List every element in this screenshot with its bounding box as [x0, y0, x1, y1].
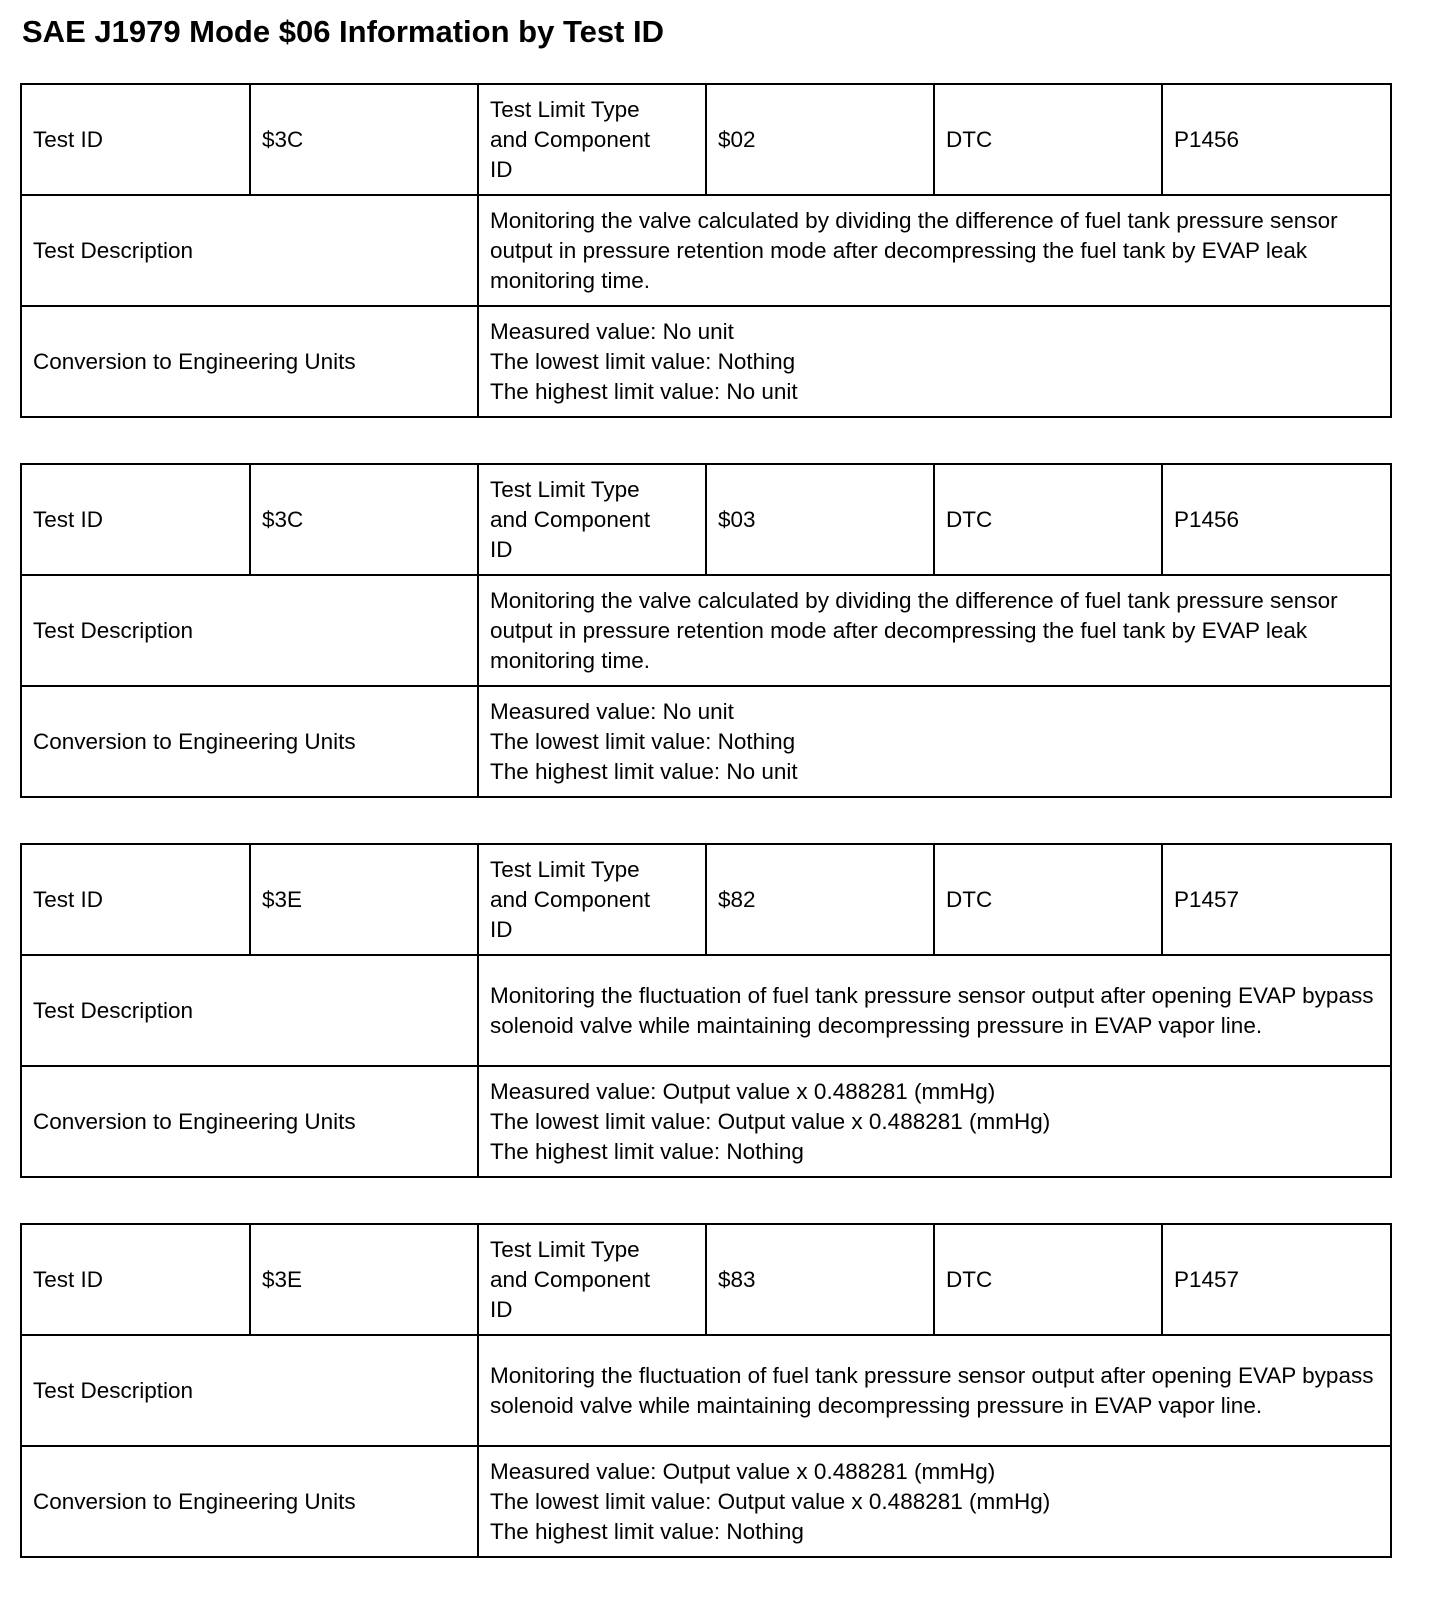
test-id-table [20, 843, 1392, 1178]
measured-value: Measured value: No unit [490, 698, 734, 724]
test-id-value: $3C [250, 84, 478, 195]
conversion-row [21, 686, 1391, 797]
test-limit-type-value: $83 [706, 1224, 934, 1335]
table-header-row [21, 844, 1391, 955]
conversion-values [478, 1066, 1391, 1177]
description-row [21, 195, 1391, 306]
test-id-table [20, 463, 1392, 798]
description-row [21, 955, 1391, 1066]
test-description-value [478, 575, 1391, 686]
test-description-value [478, 1335, 1391, 1446]
dtc-value: P1457 [1162, 1224, 1391, 1335]
lowest-limit-value: The lowest limit value: Nothing [490, 728, 796, 754]
highest-limit-value: The highest limit value: No unit [490, 758, 798, 784]
test-description-text: Monitoring the fluctuation of fuel tank pressure sensor output after opening EVAP bypass solenoid valve while maintaining decompressing pressure in EVAP vapor line. [490, 1362, 1374, 1418]
test-limit-type-label: Test Limit Type and Component ID [478, 844, 706, 955]
highest-limit-value: The highest limit value: Nothing [490, 1518, 804, 1544]
conversion-values [478, 306, 1391, 417]
test-id-label: Test ID [21, 844, 250, 955]
lowest-limit-value: The lowest limit value: Output value x 0.488281 (mmHg) [490, 1488, 1051, 1514]
dtc-value: P1456 [1162, 84, 1391, 195]
test-description-text: Monitoring the valve calculated by dividing the difference of fuel tank pressure sensor output in pressure retention mode after decompressing the fuel tank by EVAP leak monitoring time. [490, 207, 1338, 293]
conversion-label: Conversion to Engineering Units [21, 306, 478, 417]
test-limit-type-value: $82 [706, 844, 934, 955]
conversion-row [21, 1066, 1391, 1177]
test-description-value [478, 955, 1391, 1066]
test-id-value: $3E [250, 844, 478, 955]
description-row [21, 575, 1391, 686]
lowest-limit-value: The lowest limit value: Nothing [490, 348, 796, 374]
test-description-label: Test Description [21, 955, 478, 1066]
table-header-row [21, 1224, 1391, 1335]
page-title: SAE J1979 Mode $06 Information by Test ID [22, 14, 664, 49]
test-id-value: $3C [250, 464, 478, 575]
test-limit-type-label: Test Limit Type and Component ID [478, 1224, 706, 1335]
test-limit-type-value: $03 [706, 464, 934, 575]
test-description-label: Test Description [21, 195, 478, 306]
test-id-label: Test ID [21, 84, 250, 195]
table-header-row [21, 84, 1391, 195]
conversion-label: Conversion to Engineering Units [21, 1446, 478, 1557]
test-description-value [478, 195, 1391, 306]
description-row [21, 1335, 1391, 1446]
test-id-table [20, 83, 1392, 418]
conversion-values [478, 1446, 1391, 1557]
dtc-label: DTC [934, 84, 1162, 195]
highest-limit-value: The highest limit value: Nothing [490, 1138, 804, 1164]
dtc-value: P1456 [1162, 464, 1391, 575]
dtc-value: P1457 [1162, 844, 1391, 955]
test-id-table [20, 1223, 1392, 1558]
dtc-label: DTC [934, 1224, 1162, 1335]
dtc-label: DTC [934, 844, 1162, 955]
conversion-values [478, 686, 1391, 797]
conversion-row [21, 1446, 1391, 1557]
conversion-label: Conversion to Engineering Units [21, 1066, 478, 1177]
test-id-label: Test ID [21, 1224, 250, 1335]
test-limit-type-value: $02 [706, 84, 934, 195]
measured-value: Measured value: Output value x 0.488281 (mmHg) [490, 1078, 996, 1104]
measured-value: Measured value: Output value x 0.488281 (mmHg) [490, 1458, 996, 1484]
highest-limit-value: The highest limit value: No unit [490, 378, 798, 404]
lowest-limit-value: The lowest limit value: Output value x 0.488281 (mmHg) [490, 1108, 1051, 1134]
conversion-row [21, 306, 1391, 417]
test-limit-type-label: Test Limit Type and Component ID [478, 84, 706, 195]
test-description-text: Monitoring the fluctuation of fuel tank pressure sensor output after opening EVAP bypass solenoid valve while maintaining decompressing pressure in EVAP vapor line. [490, 982, 1374, 1038]
test-id-label: Test ID [21, 464, 250, 575]
test-limit-type-label: Test Limit Type and Component ID [478, 464, 706, 575]
dtc-label: DTC [934, 464, 1162, 575]
conversion-label: Conversion to Engineering Units [21, 686, 478, 797]
measured-value: Measured value: No unit [490, 318, 734, 344]
test-description-label: Test Description [21, 575, 478, 686]
test-description-text: Monitoring the valve calculated by dividing the difference of fuel tank pressure sensor output in pressure retention mode after decompressing the fuel tank by EVAP leak monitoring time. [490, 587, 1338, 673]
table-header-row [21, 464, 1391, 575]
test-id-value: $3E [250, 1224, 478, 1335]
test-description-label: Test Description [21, 1335, 478, 1446]
